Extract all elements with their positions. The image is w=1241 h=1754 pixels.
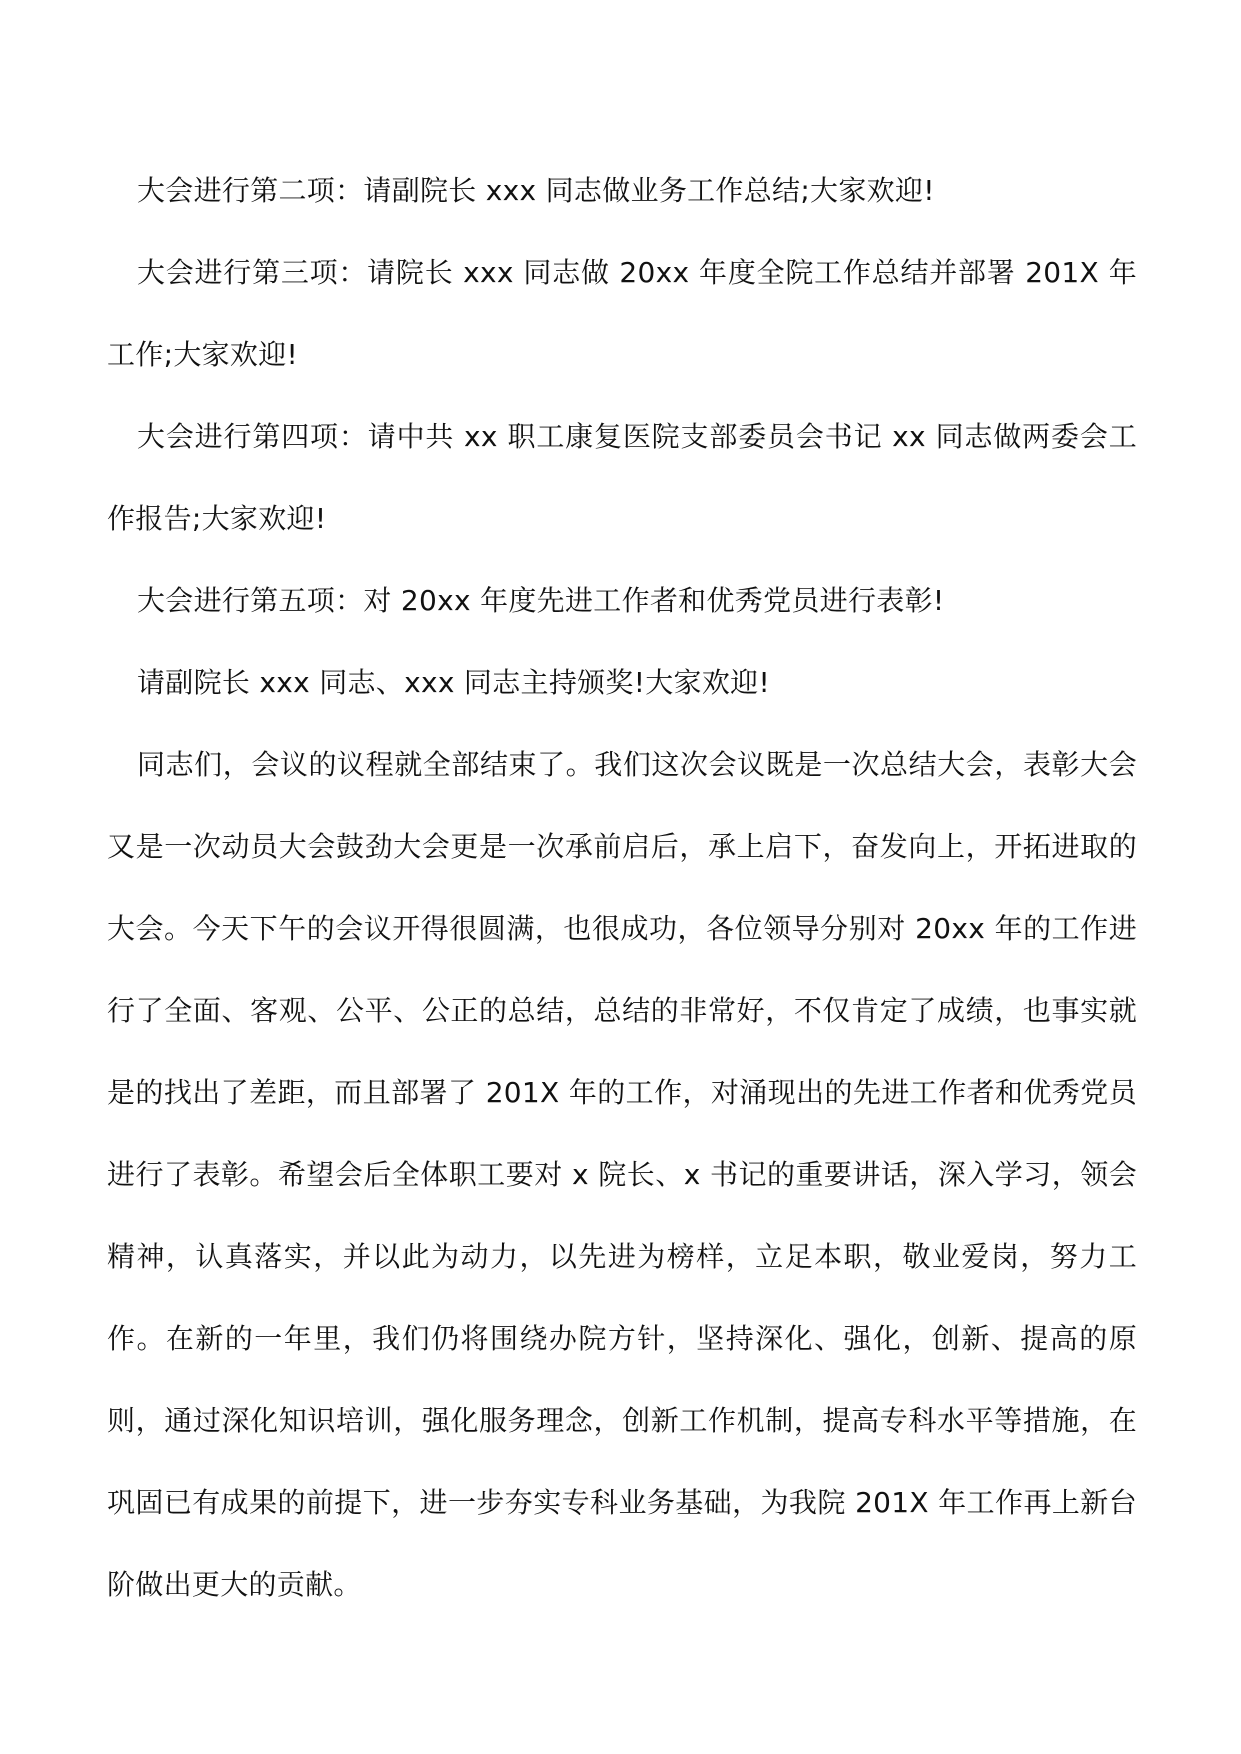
document-body	[107, 150, 1137, 1626]
paragraph-item-2: 大会进行第二项：请副院长 xxx 同志做业务工作总结;大家欢迎!	[137, 174, 935, 207]
paragraph-closing-remarks: 同志们，会议的议程就全部结束了。我们这次会议既是一次总结大会，表彰大会又是一次动员大会鼓劲大会更是一次承前启后，承上启下，奋发向上，开拓进取的大会。今天下午的会议开得很圆满，也很成功，各位领导分别对 20xx 年的工作进行了全面、客观、公平、公正的总结，总结的非常好，不仅肯定了成绩，也事实就是的找出了差距，而且部署了 201X 年的工作，对涌现出的先进工作者和优秀党员进行了表彰。希望会后全体职工要对 x 院长、x 书记的重要讲话，深入学习，领会精神，认真落实，并以此为动力，以先进为榜样，立足本职，敬业爱岗，努力工作。在新的一年里，我们仍将围绕办院方针，坚持深化、强化，创新、提高的原则，通过深化知识培训，强化服务理念，创新工作机制，提高专科水平等措施，在巩固已有成果的前提下，进一步夯实专科业务基础，为我院 201X 年工作再上新台阶做出更大的贡献。	[107, 748, 1137, 1601]
paragraph-item-4: 大会进行第四项：请中共 xx 职工康复医院支部委员会书记 xx 同志做两委会工作报告;大家欢迎!	[107, 420, 1137, 535]
paragraph-item-5: 大会进行第五项：对 20xx 年度先进工作者和优秀党员进行表彰!	[137, 584, 945, 617]
paragraph-item-3: 大会进行第三项：请院长 xxx 同志做 20xx 年度全院工作总结并部署 201X 年工作;大家欢迎!	[107, 256, 1137, 371]
paragraph-award-host: 请副院长 xxx 同志、xxx 同志主持颁奖!大家欢迎!	[137, 666, 770, 699]
